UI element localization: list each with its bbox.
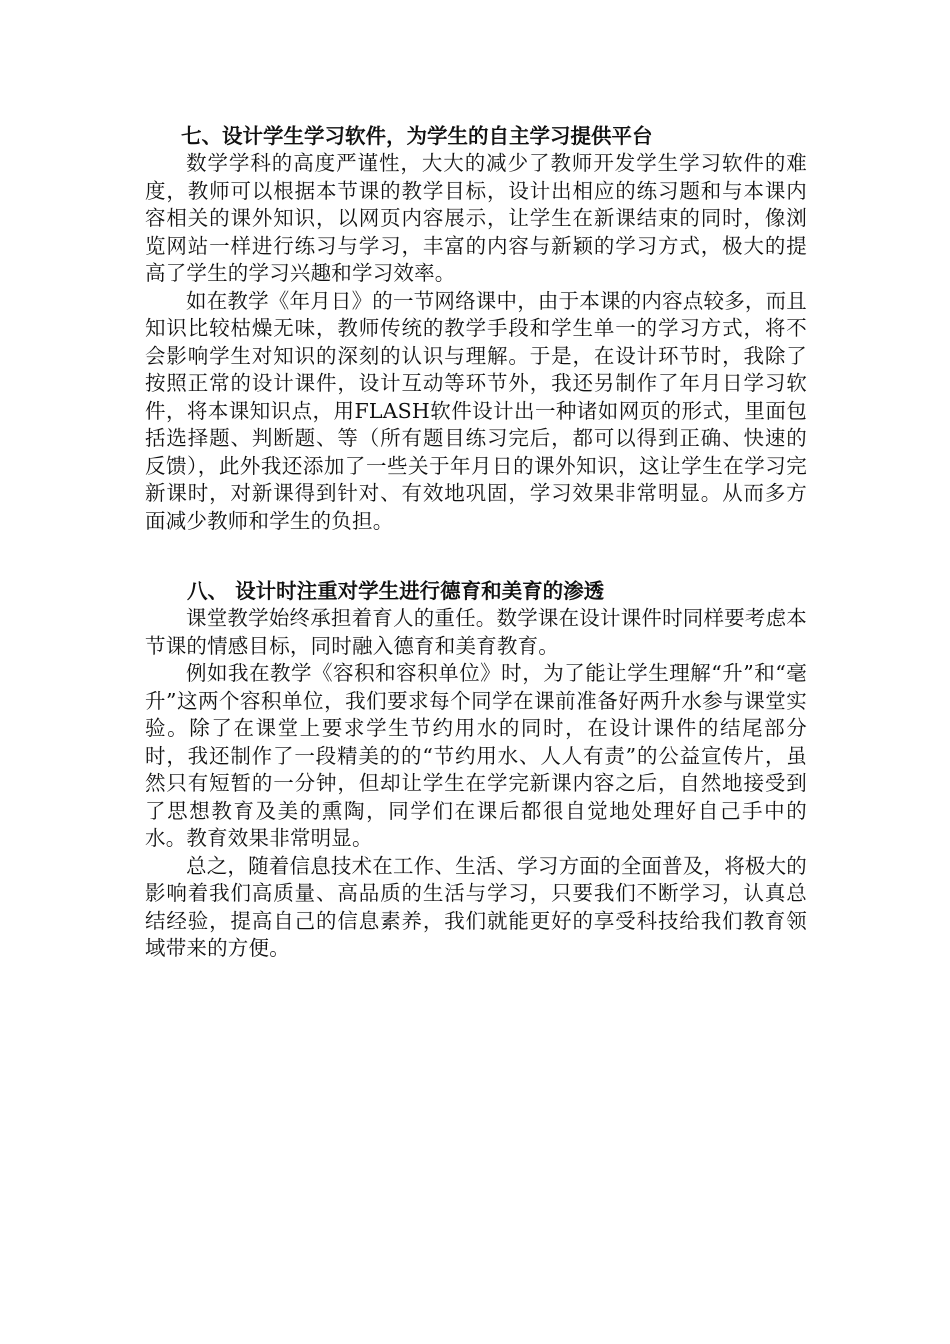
section-7-paragraph-2: 如在教学《年月日》的一节网络课中，由于本课的内容点较多，而且知识比较枯燥无味，教师传统的教学手段和学生单一的学习方式，将不会影响学生对知识的深刻的认识与理解。于是，在设计环节时，我除了按照正常的设计课件，设计互动等环节外，我还另制作了年月日学习软件，将本课知识点，用FLASH软件设计出一种诸如网页的形式，里面包括选择题、判断题、等（所有题目练习完后，都可以得到正确、快速的反馈），此外我还添加了一些关于年月日的课外知识，这让学生在学习完新课时，对新课得到针对、有效地巩固，学习效果非常明显。从而多方面减少教师和学生的负担。 [145, 288, 807, 533]
section-spacer [145, 535, 807, 577]
section-7-paragraph-1: 数学学科的高度严谨性，大大的减少了教师开发学生学习软件的难度，教师可以根据本节课的教学目标，设计出相应的练习题和与本课内容相关的课外知识，以网页内容展示，让学生在新课结束的同时，像浏览网站一样进行练习与学习，丰富的内容与新颖的学习方式，极大的提高了学生的学习兴趣和学习效率。 [145, 151, 807, 285]
document-body [145, 122, 807, 963]
section-8-paragraph-3: 总之，随着信息技术在工作、生活、学习方面的全面普及，将极大的影响着我们高质量、高品质的生活与学习，只要我们不断学习，认真总结经验，提高自己的信息素养，我们就能更好的享受科技给我们教育领域带来的方便。 [145, 853, 807, 960]
section-8-paragraph-2: 例如我在教学《容积和容积单位》时，为了能让学生理解“升”和“毫升”这两个容积单位，我们要求每个同学在课前准备好两升水参与课堂实验。除了在课堂上要求学生节约用水的同时，在设计课件的结尾部分时，我还制作了一段精美的的“节约用水、人人有责”的公益宣传片，虽然只有短暂的一分钟，但却让学生在学完新课内容之后，自然地接受到了思想教育及美的熏陶，同学们在课后都很自觉地处理好自己手中的水。教育效果非常明显。 [145, 661, 807, 850]
section-7-title: 七、设计学生学习软件，为学生的自主学习提供平台 [181, 124, 653, 148]
section-8-title: 八、 设计时注重对学生进行德育和美育的渗透 [187, 579, 605, 603]
section-8-paragraph-1: 课堂教学始终承担着育人的重任。数学课在设计课件时同样要考虑本节课的情感目标，同时融入德育和美育教育。 [145, 606, 807, 658]
